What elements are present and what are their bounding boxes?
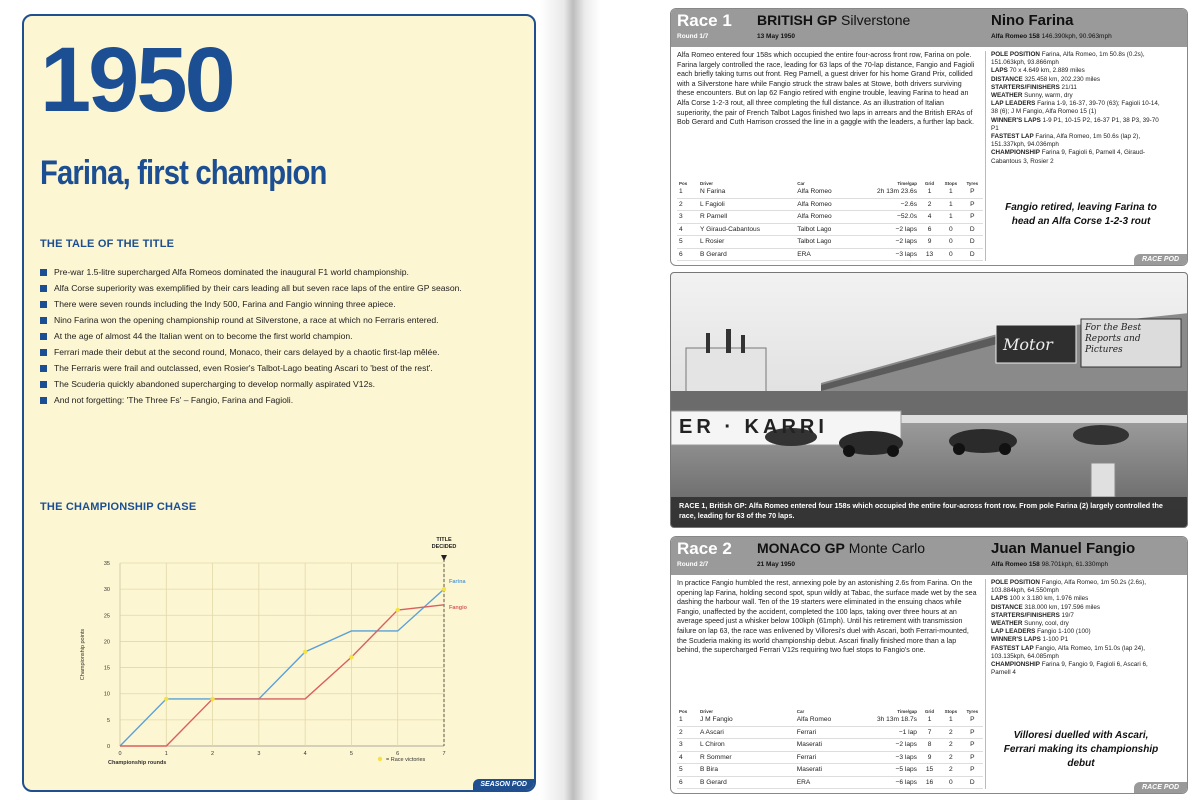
stat-key: WINNER'S LAPS — [991, 636, 1041, 644]
table-cell: −2 laps — [864, 223, 919, 236]
x-tick-label: 2 — [211, 751, 215, 757]
bullet-square-icon — [40, 269, 47, 276]
table-row — [677, 186, 983, 198]
chase-heading: THE CHAMPIONSHIP CHASE — [40, 501, 197, 513]
y-tick-label: 15 — [103, 665, 110, 672]
stat-value: Fangio, Alfa Romeo, 1m 51.0s (lap 24), 103.135kph, 64.085mph — [991, 644, 1145, 660]
stat-value: Farina, Alfa Romeo, 1m 50.8s (0.2s), 151.063kph, 93.866mph — [991, 51, 1145, 67]
table-cell: 6 — [919, 223, 940, 236]
stat-value: 100 x 3.180 km, 1.976 miles — [1007, 595, 1089, 603]
table-cell: Maserati — [795, 764, 865, 777]
y-axis-label: Championship points — [80, 628, 86, 681]
table-cell: L Fagioli — [698, 198, 795, 211]
table-cell: Ferrari — [795, 751, 865, 764]
race2-winner: Juan Manuel Fangio — [991, 540, 1136, 557]
photo-caption: RACE 1, British GP: Alfa Romeo entered four 158s which occupied the entire four-across front row. From pole Farina (2) largely controlled the race, leading for 63 of the 70 laps. — [671, 497, 1187, 527]
table-row — [677, 764, 983, 777]
table-cell: 2 — [940, 751, 961, 764]
column-header: Pos — [679, 181, 688, 186]
table-cell: 6 — [677, 776, 698, 789]
legend-win-marker — [378, 757, 382, 761]
stat-value: Farina 9, Fangio 9, Fagioli 6, Ascari 6, Parnell 4 — [991, 661, 1148, 677]
x-tick-label: 6 — [396, 751, 400, 757]
table-cell: 15 — [919, 764, 940, 777]
race-photo — [670, 272, 1188, 528]
race2-stats — [991, 579, 1167, 677]
table-cell: 2h 13m 23.6s — [864, 186, 919, 198]
table-cell: 4 — [677, 751, 698, 764]
stat-key: CHAMPIONSHIP — [991, 149, 1040, 157]
table-cell: −6 laps — [864, 776, 919, 789]
tale-item — [40, 328, 530, 344]
table-cell: N Farina — [698, 186, 795, 198]
stat-value: Sunny, warm, dry — [1022, 92, 1073, 100]
stat-value: 1-9 P1, 10-15 P2, 16-37 P1, 38 P3, 39-70 P1 — [991, 116, 1159, 132]
table-cell: −2 laps — [864, 739, 919, 752]
table-cell: 1 — [940, 211, 961, 224]
table-cell: 1 — [940, 714, 961, 726]
race1-winner: Nino Farina — [991, 12, 1074, 29]
race1-pod-tag: RACE POD — [1134, 254, 1187, 265]
table-cell: D — [962, 223, 983, 236]
stat-line — [991, 604, 1167, 612]
table-cell: Talbot Lago — [795, 223, 864, 236]
stat-value: Farina 1-9, 16-37, 39-70 (63); Fagioli 10-14, 38 (6); J M Fangio, Alfa Romeo 15 (1) — [991, 100, 1160, 116]
season-panel — [22, 14, 536, 792]
column-header: Car — [796, 709, 805, 714]
tale-item-text: Pre-war 1.5-litre supercharged Alfa Romeos dominated the inaugural F1 world championship. — [54, 267, 409, 277]
bullet-square-icon — [40, 365, 47, 372]
table-cell: Ferrari — [795, 726, 865, 739]
stat-key: WEATHER — [991, 92, 1023, 100]
table-cell: R Parnell — [698, 211, 795, 224]
table-cell: Alfa Romeo — [795, 198, 864, 211]
stat-line — [991, 579, 1167, 595]
table-cell: 2 — [677, 198, 698, 211]
race1-results — [677, 181, 983, 261]
table-cell: 1 — [919, 714, 940, 726]
tale-item-text: Ferrari made their debut at the second round, Monaco, their cars delayed by a chaotic first-lap mêlée. — [54, 347, 440, 357]
race1-divider — [985, 51, 986, 261]
race2-winner-car: Alfa Romeo 158 98.701kph, 61.330mph — [991, 561, 1109, 568]
table-cell: B Bira — [698, 764, 795, 777]
tale-item — [40, 296, 530, 312]
season-year: 1950 — [40, 29, 233, 131]
stat-line — [991, 149, 1167, 165]
stat-line — [991, 76, 1167, 84]
table-cell: 3h 13m 18.7s — [864, 714, 919, 726]
win-marker — [442, 587, 446, 591]
race1-panel — [670, 8, 1188, 266]
bullet-square-icon — [40, 397, 47, 404]
tale-item-text: The Ferraris were frail and outclassed, even Rosier's Talbot-Lago beating Ascari to 'best of the rest'. — [54, 363, 433, 373]
race2-round: Round 2/7 — [677, 561, 709, 568]
column-header: Time/gap — [897, 709, 917, 714]
table-cell: 13 — [919, 248, 940, 261]
column-header: Time/gap — [897, 181, 917, 186]
race1-winner-car: Alfa Romeo 158 146.390kph, 90.963mph — [991, 33, 1112, 40]
table-cell: 0 — [940, 776, 961, 789]
tale-item-text: There were seven rounds including the Indy 500, Farina and Fangio winning three apiece. — [54, 299, 396, 309]
table-cell: −52.0s — [864, 211, 919, 224]
table-cell: 6 — [677, 248, 698, 261]
race2-pull-quote: Villoresi duelled with Ascari, Ferrari making its championship debut — [1003, 730, 1159, 769]
table-cell: 0 — [940, 223, 961, 236]
x-tick-label: 7 — [442, 751, 446, 757]
stat-value: Farina 9, Fagioli 6, Parnell 4, Giraud-Cabantous 3, Rosier 2 — [991, 149, 1145, 165]
tale-item-text: Nino Farina won the opening championship round at Silverstone, a race at which no Ferraris entered. — [54, 315, 439, 325]
win-marker — [396, 608, 400, 612]
table-cell: P — [962, 739, 983, 752]
table-cell: 4 — [919, 211, 940, 224]
stat-value: Farina, Alfa Romeo, 1m 50.6s (lap 2), 151.337kph, 94.036mph — [991, 133, 1141, 149]
table-cell: 2 — [919, 198, 940, 211]
column-header: Car — [797, 181, 805, 186]
legend-label: Fangio — [449, 604, 468, 611]
table-cell: Maserati — [795, 739, 865, 752]
table-cell: 5 — [677, 764, 698, 777]
table-row — [677, 776, 983, 789]
stat-key: LAPS — [991, 67, 1008, 75]
stat-line — [991, 92, 1167, 100]
stat-value: 325.458 km, 202.230 miles — [1022, 75, 1101, 83]
race1-label: Race 1 — [677, 11, 732, 30]
column-header: Grid — [924, 709, 935, 714]
book-spine — [540, 0, 600, 800]
table-row — [677, 726, 983, 739]
bullet-square-icon — [40, 285, 47, 292]
y-tick-label: 10 — [103, 691, 110, 698]
bullet-square-icon — [40, 301, 47, 308]
stat-key: POLE POSITION — [991, 51, 1040, 58]
y-tick-label: 0 — [106, 744, 110, 750]
x-axis-label: Championship rounds — [108, 760, 167, 766]
legend-label: Farina — [449, 579, 466, 586]
race2-report: In practice Fangio humbled the rest, annexing pole by an astonishing 2.6s from Farina. On the opening lap Farina, holding second spot, spun wildly at Tabac, the surface made wet by the sea dashing the harbour wall. Ten of the 19 starters were eliminated in the ensuing chaos while Fangio, unaffected by the accident, completed the 100 laps, taking over three hours at an average speed just a whisker below 100kph (61mph). Until his retirement with transmission failure on lap 63, the race was enlivened by Villoresi's duel with Ascari, both Ferrari-mounted, the Scuderia making its world championship debut. Ascari finally finished more than a lap behind, the supercharged Ferrari V12s requiring two fuel stops to Fangio's one. — [677, 579, 977, 655]
race-photo-image — [671, 273, 1188, 528]
table-cell: 3 — [677, 739, 698, 752]
table-cell: 9 — [919, 751, 940, 764]
column-header: Driver — [700, 709, 714, 714]
photo-banner-text: ER · KARRI — [679, 416, 828, 438]
table-row — [677, 751, 983, 764]
left-page — [0, 0, 560, 800]
table-cell: 5 — [677, 236, 698, 249]
stat-line — [991, 645, 1167, 661]
race1-date: 13 May 1950 — [757, 33, 795, 40]
stat-line — [991, 67, 1167, 75]
column-header: Tyres — [966, 181, 979, 186]
table-cell: −5 laps — [864, 764, 919, 777]
stat-key: LAP LEADERS — [991, 100, 1036, 108]
tale-item-text: And not forgetting: 'The Three Fs' – Fangio, Farina and Fagioli. — [54, 395, 294, 405]
column-header: Pos — [679, 709, 688, 714]
stat-key: STARTERS/FINISHERS — [991, 83, 1060, 91]
season-headline: Farina, first champion — [40, 154, 327, 192]
stat-key: WEATHER — [991, 620, 1023, 628]
race1-pull-quote: Fangio retired, leaving Farina to head an Alfa Corse 1-2-3 rout — [1005, 202, 1157, 227]
tale-item-text: The Scuderia quickly abandoned supercharging to develop normally aspirated V12s. — [54, 379, 376, 389]
tale-item — [40, 392, 530, 408]
y-tick-label: 35 — [103, 561, 110, 567]
table-cell: P — [962, 726, 983, 739]
stat-value: 21/11 — [1059, 83, 1077, 91]
table-cell: P — [962, 198, 983, 211]
tale-item — [40, 360, 530, 376]
title-decided-label: TITLE — [436, 537, 452, 543]
race2-divider — [985, 579, 986, 789]
table-cell: 2 — [940, 764, 961, 777]
race1-report: Alfa Romeo entered four 158s which occupied the entire four-across front row, Farina on pole. Farina largely controlled the race, leading for 63 laps of the 70-lap distance, Fangio and Fagioli each briefly taking turns out front. Reg Parnell, a guest driver for his home Grand Prix, collided with a Silverstone hare while Fangio struck the straw bales at Stowe, both drivers surviving these encounters. But on lap 62 Fangio retired with engine trouble, leaving Farina to head an Alfa Corse 1-2-3 rout, all three completing the full distance. As an illustration of Italian superiority, the pair of French Talbot Lagos finished two laps in arrears and the British ERAs of Bob Gerard and Cuth Harrison crossed the line in a gaggle with the leaders, a further lap back. — [677, 51, 975, 127]
race1-header — [671, 9, 1187, 47]
win-marker — [164, 697, 168, 701]
table-cell: −3 laps — [864, 751, 919, 764]
bullet-square-icon — [40, 317, 47, 324]
win-marker — [303, 650, 307, 654]
bullet-square-icon — [40, 381, 47, 388]
x-tick-label: 5 — [349, 751, 353, 757]
tale-item-text: Alfa Corse superiority was exemplified by their cars leading all but seven race laps of the entire GP season. — [54, 283, 462, 293]
race1-round: Round 1/7 — [677, 33, 709, 40]
table-cell: ERA — [795, 248, 864, 261]
table-cell: Alfa Romeo — [795, 714, 865, 726]
table-cell: Talbot Lago — [795, 236, 864, 249]
stat-key: CHAMPIONSHIP — [991, 661, 1040, 669]
table-row — [677, 198, 983, 211]
table-cell: B Gerard — [698, 776, 795, 789]
column-header: Tyres — [966, 709, 979, 714]
column-header: Driver — [700, 181, 714, 186]
table-cell: −2 laps — [864, 236, 919, 249]
table-cell: 2 — [940, 739, 961, 752]
win-marker — [349, 655, 353, 659]
x-tick-label: 1 — [164, 751, 168, 757]
tale-item — [40, 264, 530, 280]
table-cell: 1 — [919, 186, 940, 198]
title-decided-label: DECIDED — [431, 544, 457, 550]
championship-chart — [32, 528, 472, 768]
race2-panel — [670, 536, 1188, 794]
win-marker — [210, 697, 214, 701]
tale-item — [40, 312, 530, 328]
photo-sign-motor: Motor — [1003, 335, 1053, 354]
stat-key: WINNER'S LAPS — [991, 116, 1041, 124]
table-cell: 7 — [919, 726, 940, 739]
stat-line — [991, 595, 1167, 603]
race1-stats — [991, 51, 1167, 166]
bullet-square-icon — [40, 333, 47, 340]
table-cell: P — [962, 714, 983, 726]
table-cell: D — [962, 776, 983, 789]
stat-value: 1-100 P1 — [1040, 636, 1069, 644]
tale-item — [40, 280, 530, 296]
table-row — [677, 739, 983, 752]
table-cell: P — [962, 211, 983, 224]
table-cell: 16 — [919, 776, 940, 789]
stat-line — [991, 620, 1167, 628]
table-cell: D — [962, 236, 983, 249]
race2-results — [677, 709, 983, 789]
table-cell: P — [962, 751, 983, 764]
table-cell: 1 — [940, 198, 961, 211]
stat-value: Fangio, Alfa Romeo, 1m 50.2s (2.6s), 103.884kph, 64.550mph — [991, 579, 1147, 595]
table-cell: J M Fangio — [698, 714, 795, 726]
x-tick-label: 0 — [118, 751, 122, 757]
table-cell: L Chiron — [698, 739, 795, 752]
table-cell: −2.6s — [864, 198, 919, 211]
y-tick-label: 5 — [106, 717, 110, 724]
stat-key: POLE POSITION — [991, 579, 1040, 586]
table-cell: 8 — [919, 739, 940, 752]
table-cell: 1 — [940, 186, 961, 198]
race2-header — [671, 537, 1187, 575]
tale-heading: THE TALE OF THE TITLE — [40, 238, 175, 250]
stat-key: LAPS — [991, 595, 1008, 603]
stat-value: 19/7 — [1059, 611, 1074, 619]
stat-line — [991, 84, 1167, 92]
race1-gp: BRITISH GP Silverstone — [757, 12, 911, 28]
stat-key: DISTANCE — [991, 75, 1023, 83]
stat-value: Sunny, cool, dry — [1022, 620, 1069, 628]
stat-line — [991, 661, 1167, 677]
table-cell: 0 — [940, 248, 961, 261]
stat-line — [991, 51, 1167, 67]
stat-line — [991, 636, 1167, 644]
table-cell: Alfa Romeo — [795, 211, 864, 224]
stat-line — [991, 133, 1167, 149]
stat-key: FASTEST LAP — [991, 644, 1034, 652]
stat-line — [991, 100, 1167, 116]
table-cell: 3 — [677, 211, 698, 224]
table-cell: R Sommer — [698, 751, 795, 764]
table-row — [677, 236, 983, 249]
table-cell: Alfa Romeo — [795, 186, 864, 198]
x-tick-label: 3 — [257, 751, 261, 757]
race2-gp: MONACO GP Monte Carlo — [757, 540, 926, 556]
tale-item — [40, 376, 530, 392]
table-row — [677, 223, 983, 236]
race2-date: 21 May 1950 — [757, 561, 795, 568]
bullet-square-icon — [40, 349, 47, 356]
table-cell: 1 — [677, 186, 698, 198]
stat-line — [991, 628, 1167, 636]
table-cell: 0 — [940, 236, 961, 249]
table-cell: P — [962, 186, 983, 198]
column-header: Stops — [944, 181, 958, 186]
stat-key: STARTERS/FINISHERS — [991, 611, 1060, 619]
stat-key: LAP LEADERS — [991, 628, 1036, 636]
table-row — [677, 211, 983, 224]
table-row — [677, 714, 983, 726]
table-cell: 1 — [677, 714, 698, 726]
table-cell: 9 — [919, 236, 940, 249]
stat-value: 70 x 4.649 km, 2.889 miles — [1007, 67, 1085, 75]
tale-list — [40, 264, 530, 408]
column-header: Grid — [924, 181, 935, 186]
stat-line — [991, 612, 1167, 620]
race2-label: Race 2 — [677, 539, 732, 558]
title-decided-arrow-icon — [441, 555, 447, 561]
y-tick-label: 30 — [103, 587, 110, 594]
tale-item-text: At the age of almost 44 the Italian went on to become the first world champion. — [54, 331, 353, 341]
table-cell: A Ascari — [698, 726, 795, 739]
legend-note: = Race victories — [386, 757, 426, 763]
table-cell: 2 — [677, 726, 698, 739]
stat-value: 318.000 km, 197.596 miles — [1022, 603, 1101, 611]
stat-value: Fangio 1-100 (100) — [1035, 628, 1091, 636]
table-row — [677, 248, 983, 261]
tale-item — [40, 344, 530, 360]
table-cell: D — [962, 248, 983, 261]
stat-key: DISTANCE — [991, 603, 1023, 611]
stat-line — [991, 117, 1167, 133]
table-cell: 2 — [940, 726, 961, 739]
race2-pod-tag: RACE POD — [1134, 782, 1187, 793]
photo-sign-reports: For the Best Reports and Pictures — [1085, 323, 1142, 355]
stat-key: FASTEST LAP — [991, 133, 1034, 141]
column-header: Stops — [944, 709, 958, 714]
x-tick-label: 4 — [303, 751, 307, 757]
table-cell: L Rosier — [698, 236, 795, 249]
table-cell: Y Giraud-Cabantous — [698, 223, 795, 236]
y-tick-label: 25 — [103, 613, 110, 620]
table-cell: 4 — [677, 223, 698, 236]
table-cell: B Gerard — [698, 248, 795, 261]
table-cell: P — [962, 764, 983, 777]
season-pod-tag: SEASON POD — [473, 779, 534, 790]
table-cell: ERA — [795, 776, 865, 789]
y-tick-label: 20 — [103, 639, 110, 646]
table-cell: −1 lap — [864, 726, 919, 739]
table-cell: −3 laps — [864, 248, 919, 261]
